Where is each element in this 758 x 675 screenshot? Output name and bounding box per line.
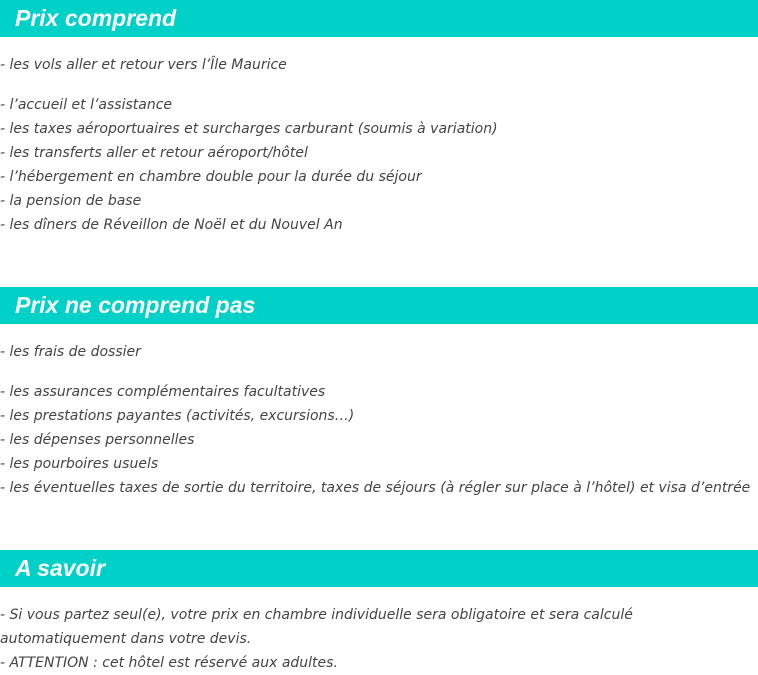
list-item: - les taxes aéroportuaires et surcharges carburant (soumis à variation) — [0, 121, 498, 137]
list-item: - les frais de dossier — [0, 344, 141, 360]
list-item: - les prestations payantes (activités, excursions…) — [0, 408, 355, 424]
list-item: - les dîners de Réveillon de Noël et du Nouvel An — [0, 217, 343, 233]
price-includes-heading: Prix comprend — [0, 0, 758, 37]
price-includes-list — [0, 53, 758, 237]
list-item: - Si vous partez seul(e), votre prix en chambre individuelle sera obligatoire et sera calculé automatiquement dans votre devis. — [0, 607, 633, 647]
good-to-know-heading: A savoir — [0, 550, 758, 587]
price-includes-section — [0, 0, 758, 237]
list-item: - les éventuelles taxes de sortie du territoire, taxes de séjours (à régler sur place à l’hôtel) et visa d’entrée — [0, 480, 751, 496]
list-item: - la pension de base — [0, 193, 142, 209]
list-item: - l’hébergement en chambre double pour la durée du séjour — [0, 169, 422, 185]
list-item: - les vols aller et retour vers l’Île Maurice — [0, 57, 287, 73]
list-item: - ATTENTION : cet hôtel est réservé aux adultes. — [0, 655, 338, 671]
price-excludes-heading: Prix ne comprend pas — [0, 287, 758, 324]
list-item: - les assurances complémentaires facultatives — [0, 384, 326, 400]
list-item: - les pourboires usuels — [0, 456, 159, 472]
good-to-know-section — [0, 550, 758, 675]
good-to-know-list — [0, 603, 752, 675]
price-excludes-section — [0, 287, 758, 500]
price-excludes-list — [0, 340, 758, 500]
list-item: - les transferts aller et retour aéroport/hôtel — [0, 145, 308, 161]
list-item: - les dépenses personnelles — [0, 432, 195, 448]
list-item: - l’accueil et l’assistance — [0, 97, 173, 113]
